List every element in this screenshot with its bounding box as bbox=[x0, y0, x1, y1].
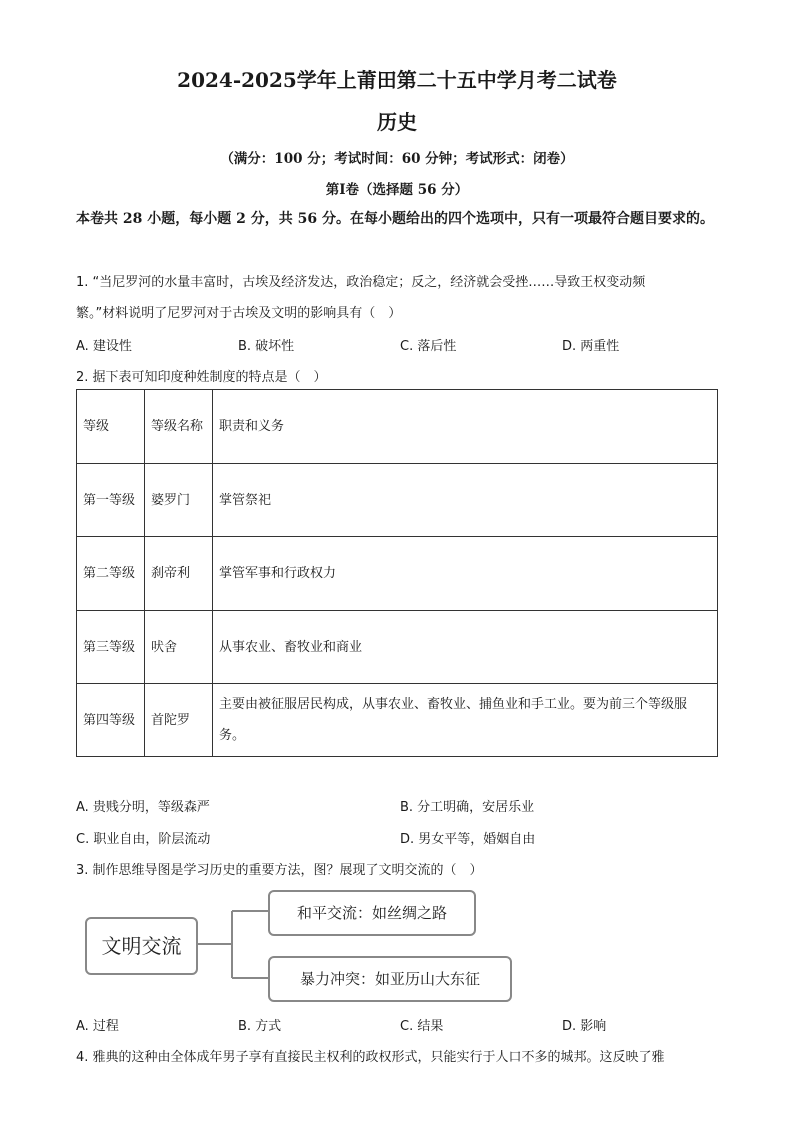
table-cell: 第二等级 bbox=[77, 537, 145, 611]
instructions: 本卷共 28 小题，每小题 2 分，共 56 分。在每小题给出的四个选项中，只有一项最符合题目要求的。 bbox=[76, 211, 714, 227]
q1-option-c[interactable]: C. 落后性 bbox=[400, 339, 457, 354]
table-cell: 婆罗门 bbox=[145, 464, 213, 537]
q2-option-d[interactable]: D. 男女平等，婚姻自由 bbox=[400, 832, 536, 847]
subject-title: 历史 bbox=[377, 110, 417, 134]
table-cell: 掌管祭祀 bbox=[213, 464, 718, 537]
q3-stem: 3. 制作思维导图是学习历史的重要方法，图？展现了文明交流的（ ） bbox=[76, 863, 483, 878]
exam-info: （满分：100 分；考试时间：60 分钟；考试形式：闭卷） bbox=[220, 151, 574, 167]
table-cell: 吠舍 bbox=[145, 611, 213, 684]
q1-option-b[interactable]: B. 破坏性 bbox=[238, 339, 295, 354]
q2-stem: 2. 据下表可知印度种姓制度的特点是（ ） bbox=[76, 370, 327, 385]
table-cell: 刹帝利 bbox=[145, 537, 213, 611]
q1-option-d[interactable]: D. 两重性 bbox=[562, 339, 620, 354]
q3-option-c[interactable]: C. 结果 bbox=[400, 1019, 444, 1034]
table-header-cell: 等级名称 bbox=[145, 390, 213, 464]
q3-option-b[interactable]: B. 方式 bbox=[238, 1019, 282, 1034]
table-cell: 第一等级 bbox=[77, 464, 145, 537]
section-heading: 第Ⅰ卷（选择题 56 分） bbox=[325, 182, 469, 198]
mindmap-branch-conflict: 暴力冲突：如亚历山大东征 bbox=[268, 956, 512, 1002]
table-cell: 第三等级 bbox=[77, 611, 145, 684]
mindmap-root: 文明交流 bbox=[85, 917, 198, 975]
q1-stem-line1: 1. “当尼罗河的水量丰富时，古埃及经济发达，政治稳定；反之，经济就会受挫……导致王权变动频 bbox=[76, 275, 646, 290]
mindmap-branch-peaceful: 和平交流：如丝绸之路 bbox=[268, 890, 476, 936]
table-cell: 从事农业、畜牧业和商业 bbox=[213, 611, 718, 684]
q3-option-a[interactable]: A. 过程 bbox=[76, 1019, 119, 1034]
q2-option-b[interactable]: B. 分工明确，安居乐业 bbox=[400, 800, 535, 815]
q2-option-a[interactable]: A. 贵贱分明，等级森严 bbox=[76, 800, 210, 815]
table-cell: 首陀罗 bbox=[145, 684, 213, 757]
table-cell: 掌管军事和行政权力 bbox=[213, 537, 718, 611]
q3-option-d[interactable]: D. 影响 bbox=[562, 1019, 607, 1034]
table-cell: 第四等级 bbox=[77, 684, 145, 757]
table-header-cell: 等级 bbox=[77, 390, 145, 464]
q2-option-c[interactable]: C. 职业自由，阶层流动 bbox=[76, 832, 211, 847]
q1-option-a[interactable]: A. 建设性 bbox=[76, 339, 132, 354]
q4-stem-line1: 4. 雅典的这种由全体成年男子享有直接民主权利的政权形式，只能实行于人口不多的城邦。这反映了雅 bbox=[76, 1050, 665, 1065]
table-cell: 主要由被征服居民构成，从事农业、畜牧业、捕鱼业和手工业。要为前三个等级服务。 bbox=[213, 684, 718, 757]
table-header-cell: 职责和义务 bbox=[213, 390, 718, 464]
exam-title: 2024-2025学年上莆田第二十五中学月考二试卷 bbox=[177, 68, 617, 92]
q1-stem-line2: 繁。”材料说明了尼罗河对于古埃及文明的影响具有（ ） bbox=[76, 306, 402, 321]
